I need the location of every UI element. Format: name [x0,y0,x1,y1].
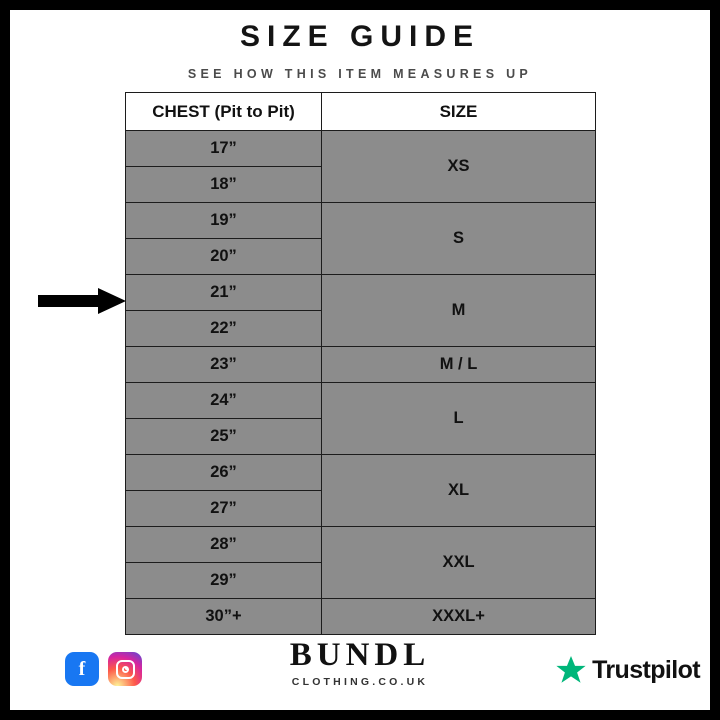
table-row [126,527,596,563]
cell-chest-selected: 21” [126,275,322,311]
cell-size: L [322,383,596,455]
facebook-icon-glyph: f [78,657,86,680]
cell-size: M / L [322,347,596,383]
table-row [126,347,596,383]
column-header-chest: CHEST (Pit to Pit) [126,93,322,131]
trustpilot-badge[interactable] [556,655,700,685]
size-guide-card [10,10,710,710]
cell-size: S [322,203,596,275]
brand-name: BUNDL [289,637,431,673]
cell-chest: 25” [126,419,322,455]
cell-chest: 18” [126,167,322,203]
cell-chest: 26” [126,455,322,491]
cell-chest: 28” [126,527,322,563]
cell-chest: 23” [126,347,322,383]
cell-chest: 22” [126,311,322,347]
column-header-size: SIZE [322,93,596,131]
cell-size-selected: M [322,275,596,347]
page-title: SIZE GUIDE [239,20,481,53]
trustpilot-label: Trustpilot [592,655,700,684]
cell-chest: 29” [126,563,322,599]
size-table-container [125,92,595,635]
brand-website: CLOTHING.CO.UK [291,676,429,688]
table-row [126,383,596,419]
cell-chest: 20” [126,239,322,275]
star-icon [556,655,586,685]
table-row [126,203,596,239]
table-row [126,455,596,491]
footer [10,620,710,702]
cell-chest: 17” [126,131,322,167]
selected-size-arrow-icon [38,288,126,314]
table-row [126,131,596,167]
cell-size: XXL [322,527,596,599]
size-table [125,92,596,635]
cell-chest: 24” [126,383,322,419]
cell-chest: 30”+ [126,599,322,635]
cell-chest: 27” [126,491,322,527]
cell-chest: 19” [126,203,322,239]
table-row-highlighted [126,275,596,311]
table-header-row [126,93,596,131]
cell-size: XXXL+ [322,599,596,635]
cell-size: XS [322,131,596,203]
cell-size: XL [322,455,596,527]
page-subtitle: SEE HOW THIS ITEM MEASURES UP [187,67,533,81]
google-icon-glyph: G [31,658,47,680]
